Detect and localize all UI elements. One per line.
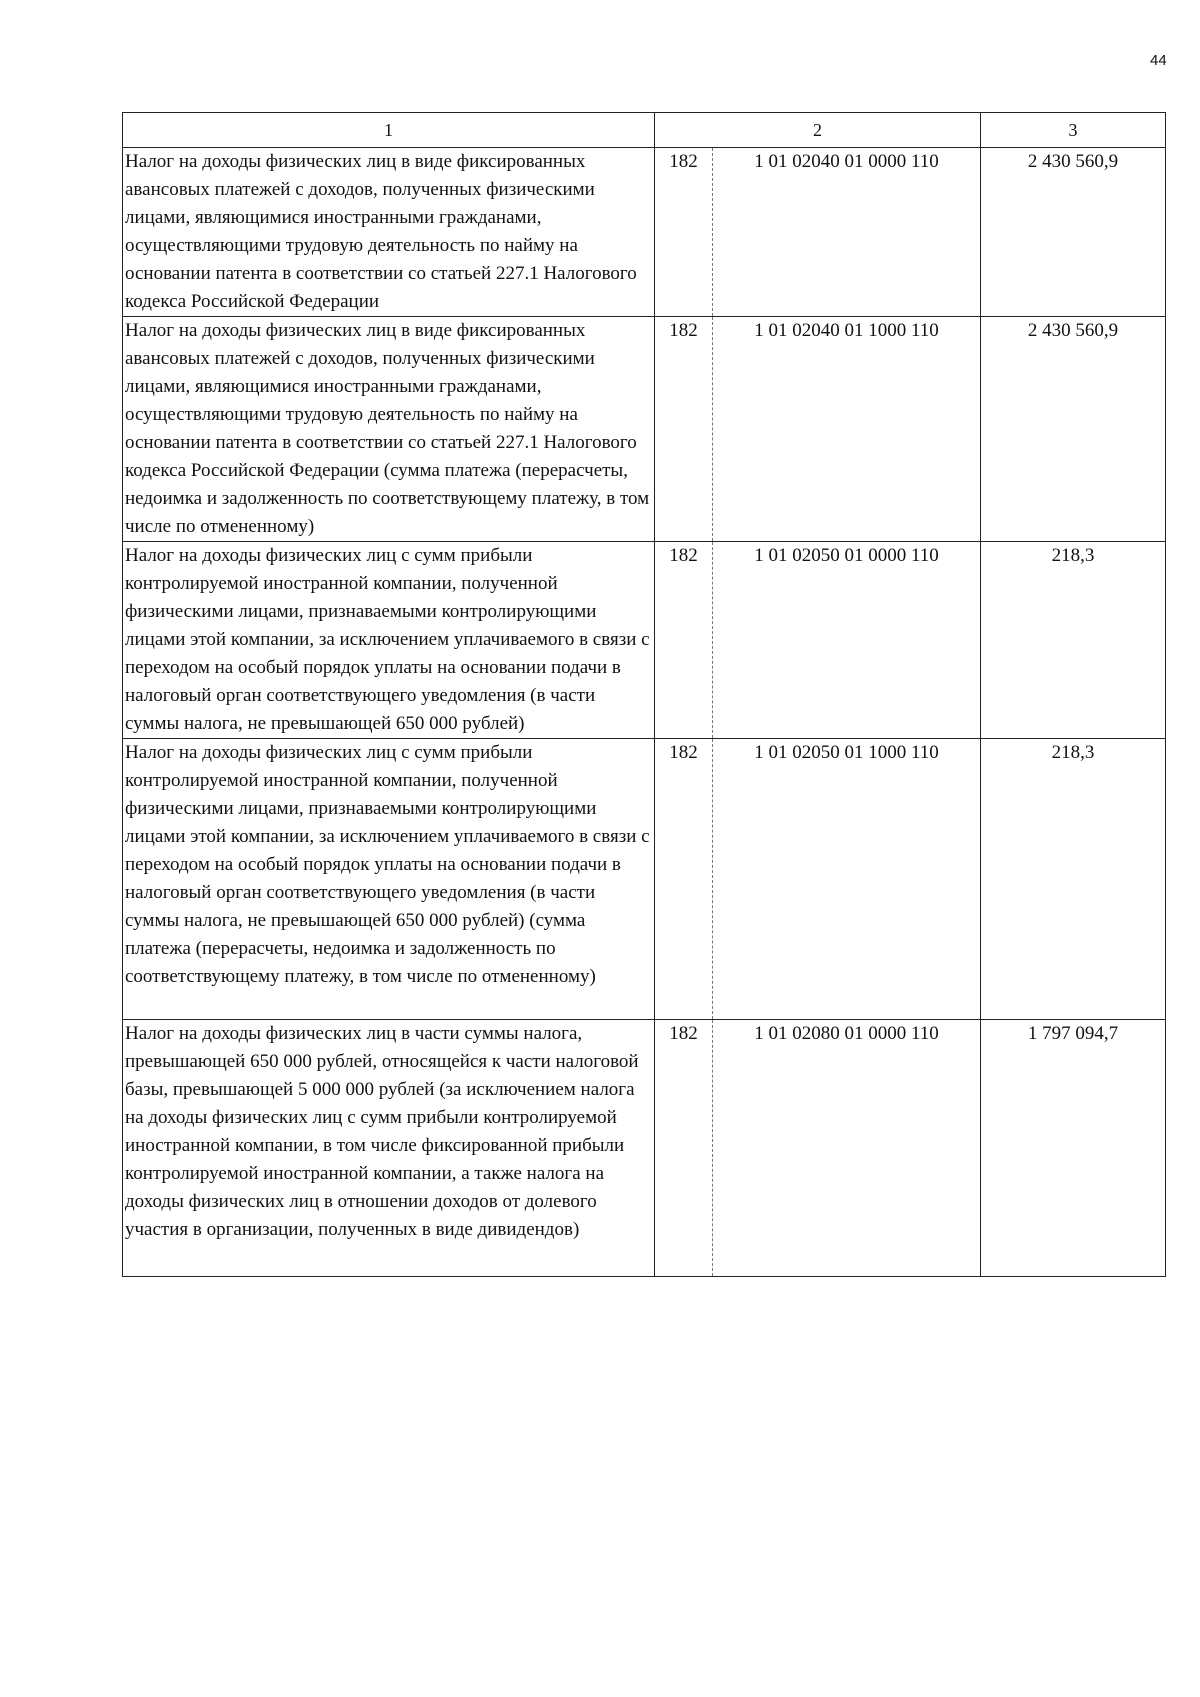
revenue-name: Налог на доходы физических лиц с сумм прибыли контролируемой иностранной компании, полученной физическими лицами, признаваемыми контролирующими лицами этой компании, за исключением уплачиваемого в связи с переходом на особый порядок уплаты на основании подачи в налоговый орган соответствующего уведомления (в части суммы налога, не превышающей 650 000 рублей) (сумма платежа (перерасчеты, недоимка и задолженность по соответствующему платежу, в том числе по отмененному) [123, 739, 655, 1020]
admin-code: 182 [655, 1020, 713, 1277]
header-col-1: 1 [123, 113, 655, 148]
revenue-name: Налог на доходы физических лиц в виде фиксированных авансовых платежей с доходов, полученных физическими лицами, являющимися иностранными гражданами, осуществляющими трудовую деятельность по найму на основании патента в соответствии со статьей 227.1 Налогового кодекса Российской Федерации (сумма платежа (перерасчеты, недоимка и задолженность по соответствующему платежу, в том числе по отмененному) [123, 317, 655, 542]
page-number: 44 [1150, 52, 1167, 69]
table-row [123, 1020, 1166, 1277]
table-header [123, 113, 1166, 148]
revenue-name: Налог на доходы физических лиц в виде фиксированных авансовых платежей с доходов, полученных физическими лицами, являющимися иностранными гражданами, осуществляющими трудовую деятельность по найму на основании патента в соответствии со статьей 227.1 Налогового кодекса Российской Федерации [123, 148, 655, 317]
table-body [123, 148, 1166, 1277]
table-row [123, 148, 1166, 317]
revenue-name: Налог на доходы физических лиц в части суммы налога, превышающей 650 000 рублей, относящейся к части налоговой базы, превышающей 5 000 000 рублей (за исключением налога на доходы физических лиц с сумм прибыли контролируемой иностранной компании, в том числе фиксированной прибыли контролируемой иностранной компании, а также налога на доходы физических лиц в отношении доходов от долевого участия в организации, полученных в виде дивидендов) [123, 1020, 655, 1277]
budget-revenue-table [122, 112, 1166, 1277]
amount: 2 430 560,9 [981, 148, 1166, 317]
amount: 1 797 094,7 [981, 1020, 1166, 1277]
revenue-name: Налог на доходы физических лиц с сумм прибыли контролируемой иностранной компании, полученной физическими лицами, признаваемыми контролирующими лицами этой компании, за исключением уплачиваемого в связи с переходом на особый порядок уплаты на основании подачи в налоговый орган соответствующего уведомления (в части суммы налога, не превышающей 650 000 рублей) [123, 542, 655, 739]
budget-classification-code: 1 01 02050 01 1000 110 [713, 739, 981, 1020]
budget-classification-code: 1 01 02050 01 0000 110 [713, 542, 981, 739]
admin-code: 182 [655, 148, 713, 317]
budget-classification-code: 1 01 02040 01 1000 110 [713, 317, 981, 542]
table-row [123, 542, 1166, 739]
admin-code: 182 [655, 317, 713, 542]
header-row [123, 113, 1166, 148]
admin-code: 182 [655, 739, 713, 1020]
header-col-2: 2 [655, 113, 981, 148]
amount: 218,3 [981, 542, 1166, 739]
budget-classification-code: 1 01 02080 01 0000 110 [713, 1020, 981, 1277]
header-col-3: 3 [981, 113, 1166, 148]
budget-classification-code: 1 01 02040 01 0000 110 [713, 148, 981, 317]
amount: 218,3 [981, 739, 1166, 1020]
table-row [123, 317, 1166, 542]
table-row [123, 739, 1166, 1020]
admin-code: 182 [655, 542, 713, 739]
amount: 2 430 560,9 [981, 317, 1166, 542]
